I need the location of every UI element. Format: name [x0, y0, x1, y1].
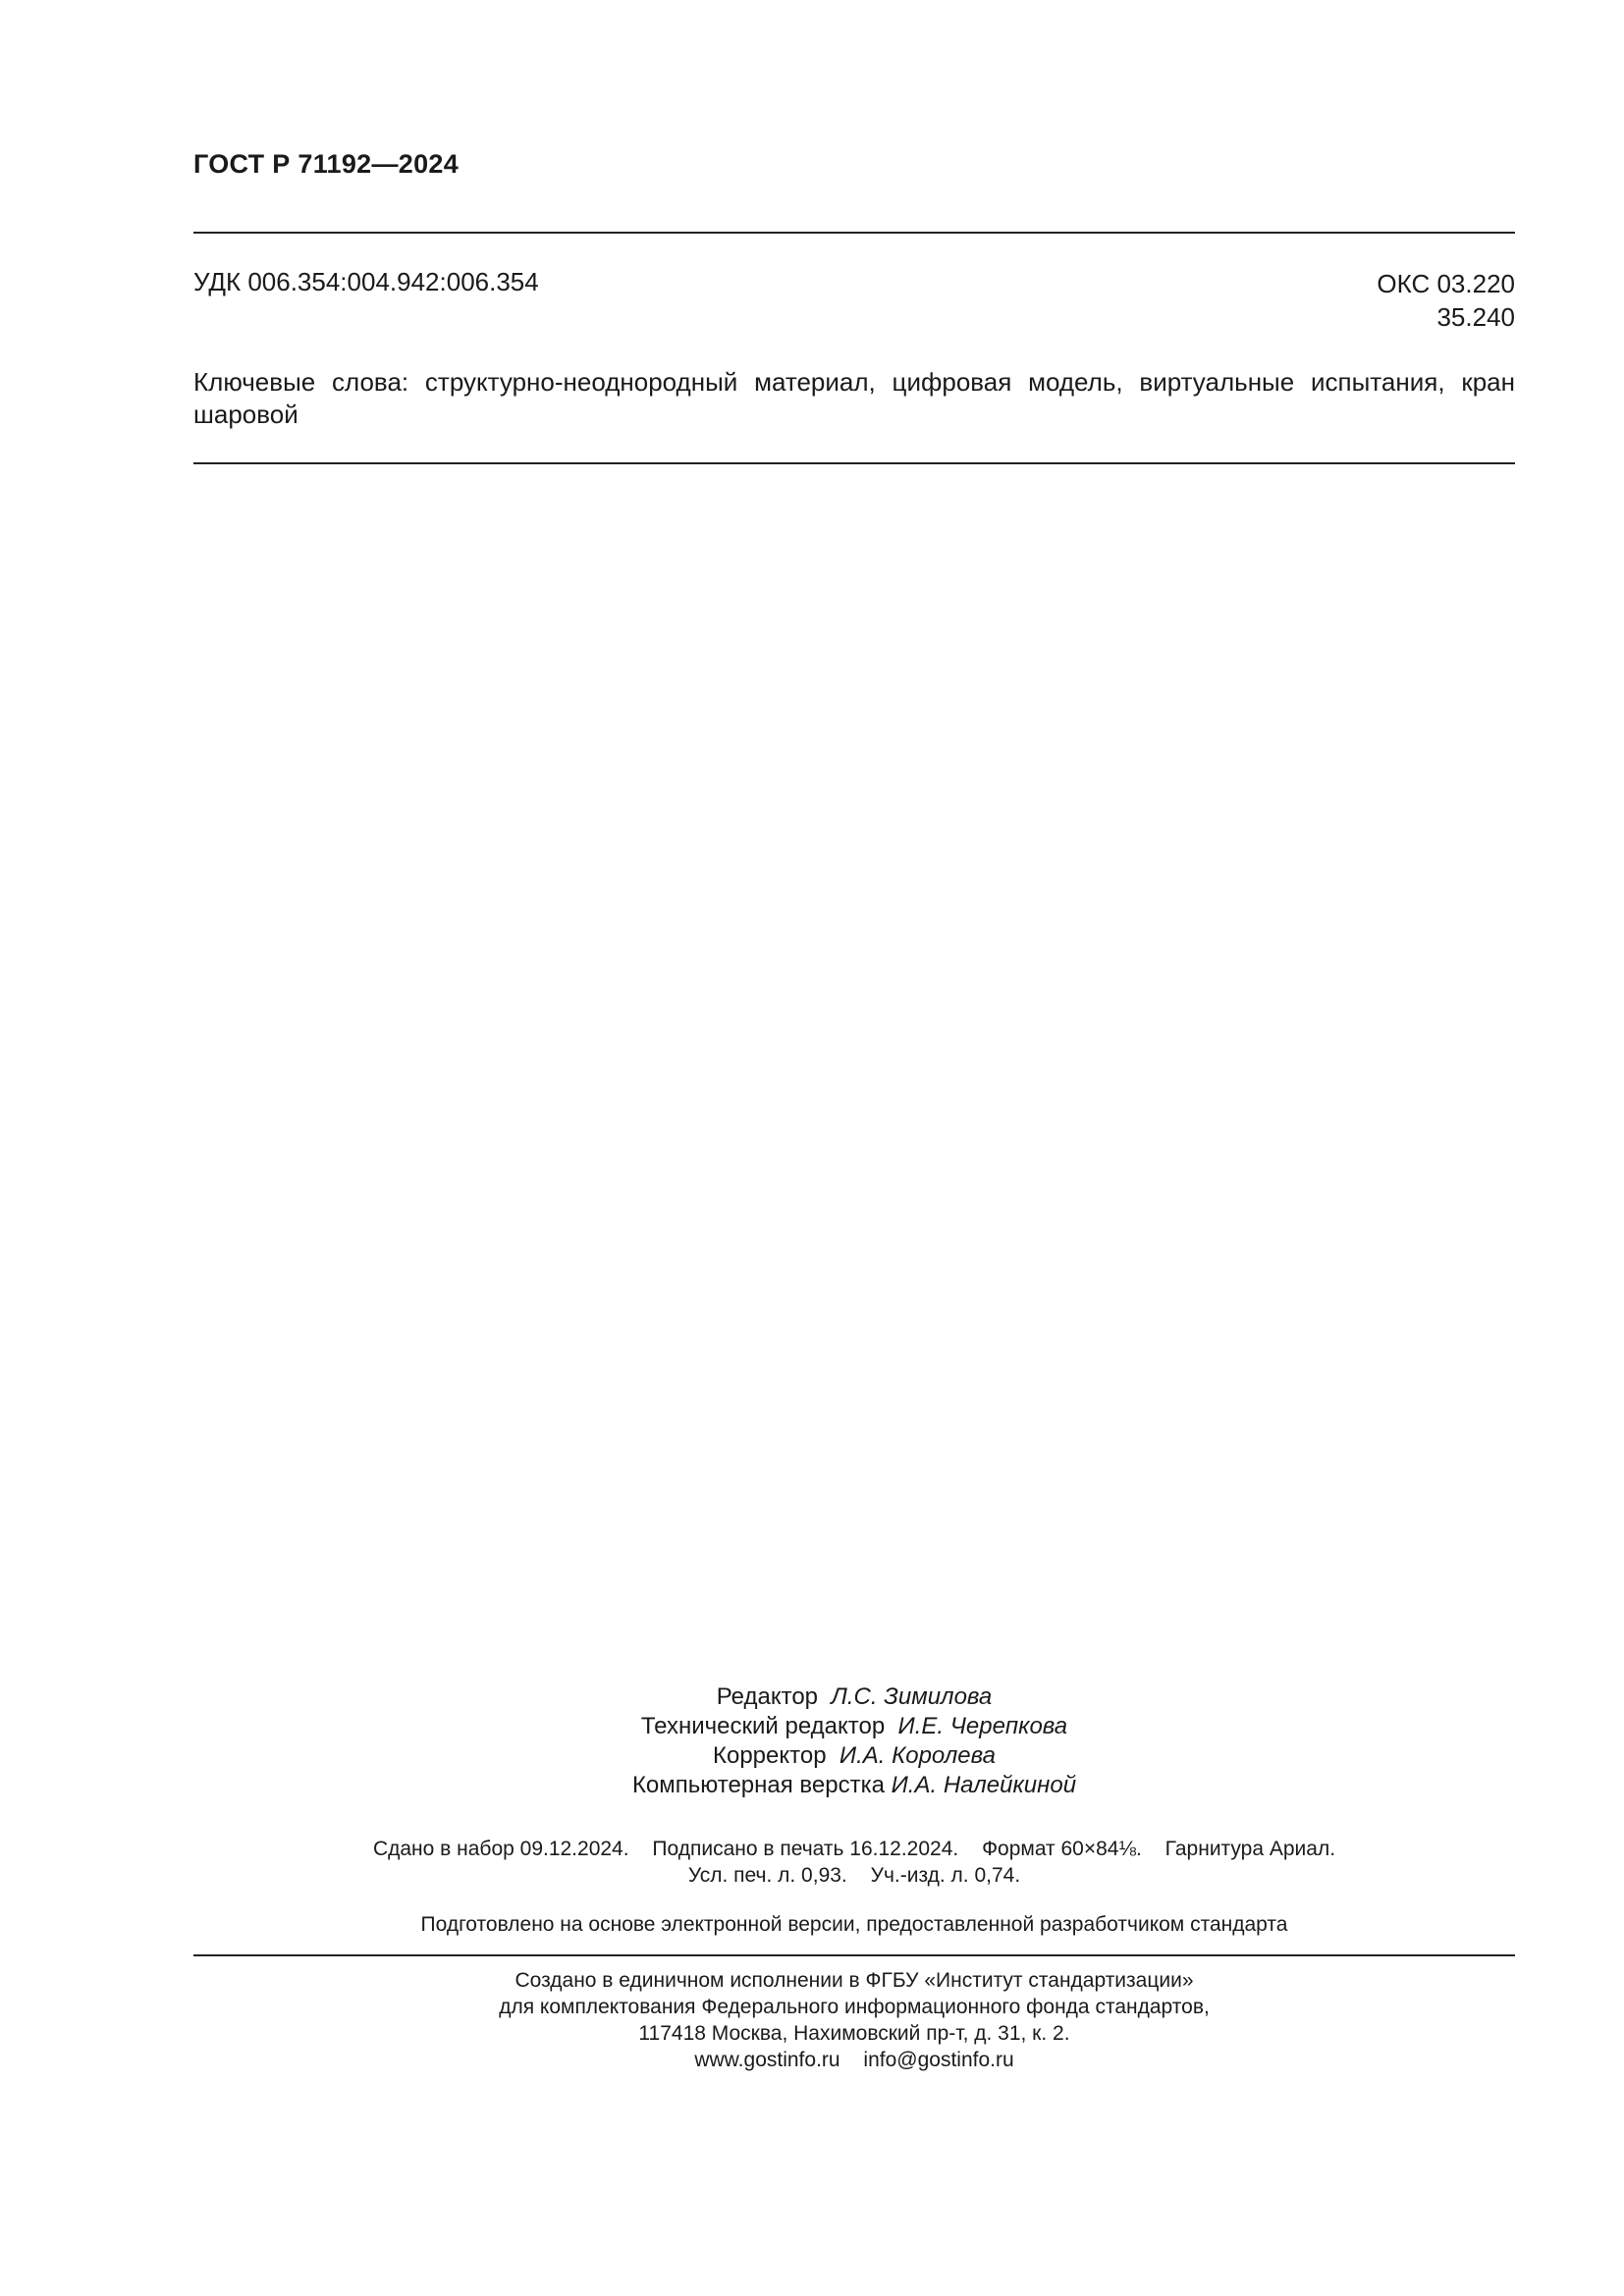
publisher-block [193, 1967, 1515, 2073]
print-info-line-1 [193, 1836, 1515, 1862]
bottom-divider [193, 1954, 1515, 1956]
credit-person: Л.С. Зимилова [831, 1683, 993, 1710]
website-link[interactable]: www.gostinfo.ru [694, 2049, 840, 2071]
print-info-block [193, 1836, 1515, 1889]
top-divider [193, 232, 1515, 234]
printed-sheets: Усл. печ. л. 0,93. [687, 1864, 847, 1887]
publisher-contacts [193, 2047, 1515, 2073]
publisher-address: 117418 Москва, Нахимовский пр-т, д. 31, к. 2. [638, 2022, 1070, 2045]
signed-date: Подписано в печать 16.12.2024. [652, 1838, 959, 1860]
credit-proofreader [193, 1741, 1515, 1771]
credit-role: Технический редактор [640, 1713, 886, 1739]
paper-format: Формат 60×84⅛. [982, 1838, 1142, 1860]
edition-sheets: Уч.-изд. л. 0,74. [870, 1864, 1021, 1887]
credit-role: Компьютерная верстка [631, 1772, 885, 1798]
credit-role: Корректор [713, 1742, 827, 1769]
standard-code: ГОСТ Р 71192—2024 [193, 149, 460, 179]
middle-divider [193, 462, 1515, 464]
print-info-line-2 [193, 1862, 1515, 1889]
oks-codes [1377, 267, 1515, 334]
prepared-note: Подготовлено на основе электронной версии, предоставленной разработчиком стандарта [420, 1913, 1288, 1936]
oks-code-1: ОКС 03.220 [1377, 269, 1515, 298]
credits-block [193, 1682, 1515, 1800]
credit-layout [193, 1771, 1515, 1800]
udk-code: УДК 006.354:004.942:006.354 [193, 267, 539, 296]
submitted-date: Сдано в набор 09.12.2024. [372, 1838, 629, 1860]
publisher-line-2: для комплектования Федерального информационного фонда стандартов, [499, 1996, 1210, 2018]
credit-person: И.А. Налейкиной [891, 1772, 1077, 1798]
credit-person: И.Е. Черепкова [897, 1713, 1068, 1739]
credit-technical-editor [193, 1712, 1515, 1741]
typeface: Гарнитура Ариал. [1164, 1838, 1336, 1860]
keywords-paragraph: Ключевые слова: структурно-неоднородный материал, цифровая модель, виртуальные испытания, кран шаровой [193, 367, 1515, 429]
credit-editor [193, 1682, 1515, 1712]
email-link[interactable]: info@gostinfo.ru [863, 2049, 1014, 2071]
credit-person: И.А. Королева [839, 1742, 996, 1769]
credit-role: Редактор [716, 1683, 819, 1710]
publisher-line-1: Создано в единичном исполнении в ФГБУ «Институт стандартизации» [514, 1969, 1194, 1992]
oks-code-2: 35.240 [1436, 302, 1515, 332]
